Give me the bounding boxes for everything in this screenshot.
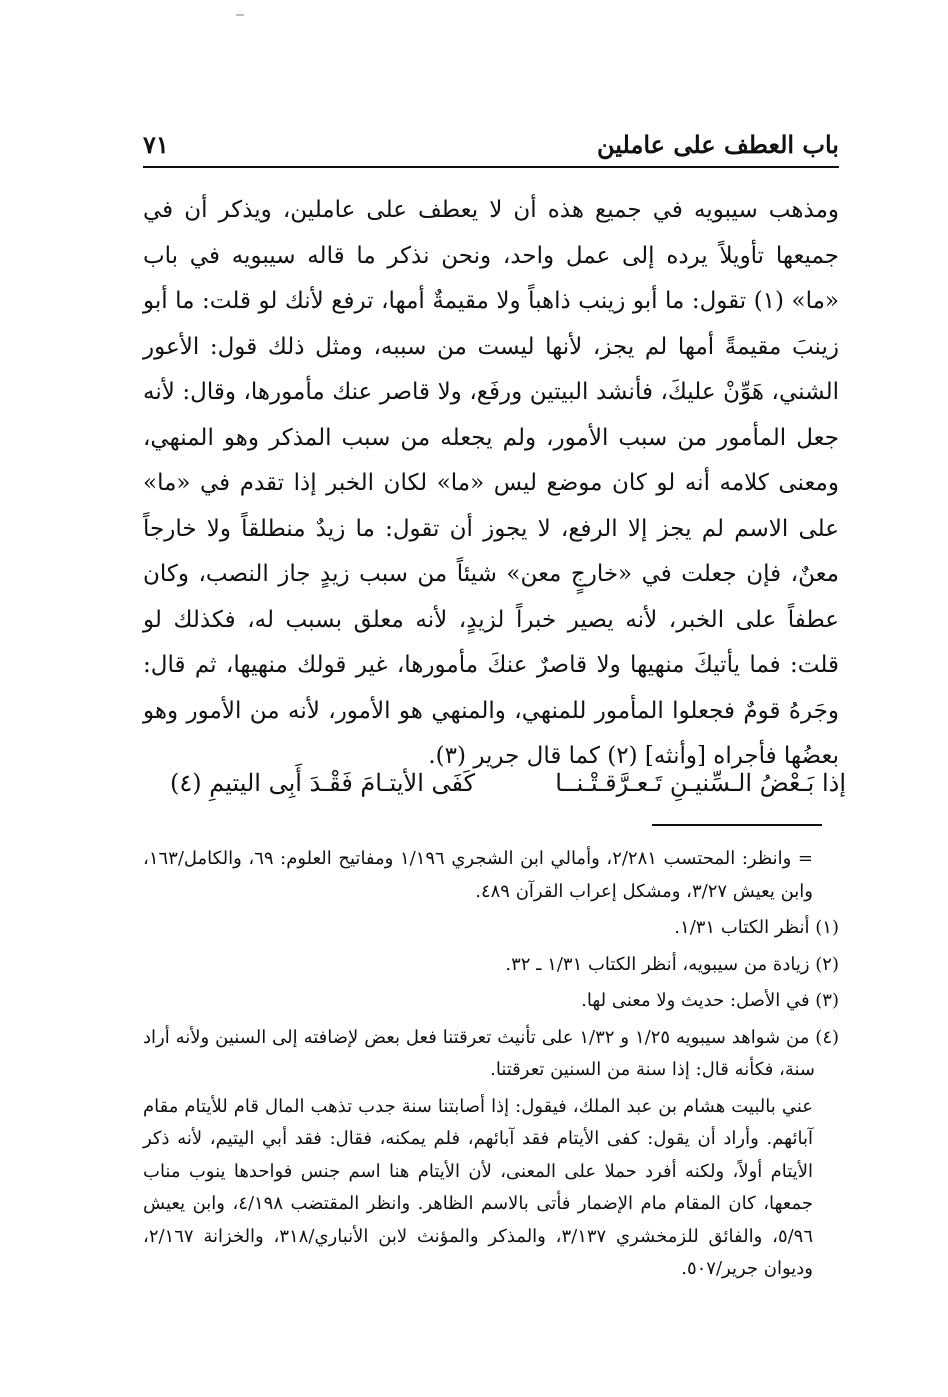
main-text (143, 188, 839, 780)
footnote-4-commentary: عني بالبيت هشام بن عبد الملك، فيقول: إذا أصابتنا سنة جدب تذهب المال قام للأيتام مقام آبائهم. وأراد أن يقول: كفى الأيتام فقد آبائهم، فلم يمكنه، فقال: فقد أبي اليتيم، لأنه ذكر الأيتام أولاً، ولكنه أفرد حملا على المعنى، لأن الأيتام هنا اسم جنس فواحدها ينوب مناب جمعها، كان المقام مام الإضمار فأتى بالاسم الظاهر. وانظر المقتضب ٤/١٩٨، وابن يعيش ٥/٩٦، والفائق للزمخشري ٣/١٣٧، والمذكر والمؤنث لابن الأنباري/٣١٨، والخزانة ٢/١٦٧، وديوان جرير/٥٠٧. (143, 1095, 814, 1279)
running-head: باب العطف على عاملين (597, 130, 839, 159)
footnote-3: (٣) في الأصل: حديث ولا معنى لها. (581, 990, 839, 1011)
footnote-continuation: = وانظر: المحتسب ٢/٢٨١، وأمالي ابن الشجري ١/١٩٦ ومفاتيح العلوم: ٦٩، والكامل/١٦٣، وابن يعيش ٣/٢٧، ومشكل إعراب القرآن ٤٨٩. (143, 848, 813, 902)
header-rule (143, 166, 839, 168)
scan-speck (236, 14, 244, 16)
footnote-1: (١) أنظر الكتاب ١/٣١. (674, 917, 839, 938)
page-header (143, 128, 839, 166)
verse-second-hemistich: كَفَى الأيتـامَ فَقْـدَ أَبِى اليتيمِ (٤) (170, 769, 476, 797)
poetry-verse (170, 758, 846, 808)
footnote-2: (٢) زيادة من سيبويه، أنظر الكتاب ١/٣١ ـ ٣٢. (505, 953, 839, 975)
footnote-4: (٤) من شواهد سيبويه ١/٢٥ و ١/٣٢ على تأنيث تعرقتنا فعل بعض لإضافته إلى السنين ولأنه أراد سنة، فكأنه قال: إذا سنة من السنين تعرقتنا. (143, 1026, 840, 1080)
footnotes (143, 843, 839, 1286)
page-number: ٧١ (143, 130, 169, 159)
verse-first-hemistich: إذا بَـعْضُ الـسِّنيـنِ تَـعـرَّقـتْـنــا (555, 769, 846, 797)
footnote-separator (652, 824, 822, 826)
body-paragraph: ومذهب سيبويه في جميع هذه أن لا يعطف على عاملين، ويذكر أن في جميعها تأويلاً يرده إلى عمل واحد، ونحن نذكر ما قاله سيبويه في باب «ما» (١) تقول: ما أبو زينب ذاهباً ولا مقيمةٌ أمها، ترفع لأنك لو قلت: ما أبو زينبَ مقيمةً أمها لم يجز، لأنها ليست من سببه، ومثل ذلك قول: الأعور الشني، هَوِّنْ عليكَ، فأنشد البيتين ورفَع، ولا قاصر عنك مأمورها، وقال: لأنه جعل المأمور من سبب الأمور، ولم يجعله من سبب المذكر وهو المنهي، ومعنى كلامه أنه لو كان موضع ليس «ما» لكان الخبر إذا تقدم في «ما» على الاسم لم يجز إلا الرفع، لا يجوز أن تقول: ما زيدٌ منطلقاً ولا خارجاً معنٌ، فإن جعلت في «خارجٍ معن» شيئاً من سبب زيدٍ جاز النصب، وكان عطفاً على الخبر، لأنه يصير خبراً لزيدٍ، لأنه معلق بسبب له، فكذلك لو قلت: فما يأتيكَ منهيها ولا قاصرٌ عنكَ مأمورها، غير قولك منهيها، ثم قال: وجَرهُ قومٌ فجعلوا المأمور للمنهي، والمنهي هو الأمور، لأنه من الأمور وهو بعضُها فأجراه [وأنثه] (٢) كما قال جرير (٣). (143, 197, 839, 769)
